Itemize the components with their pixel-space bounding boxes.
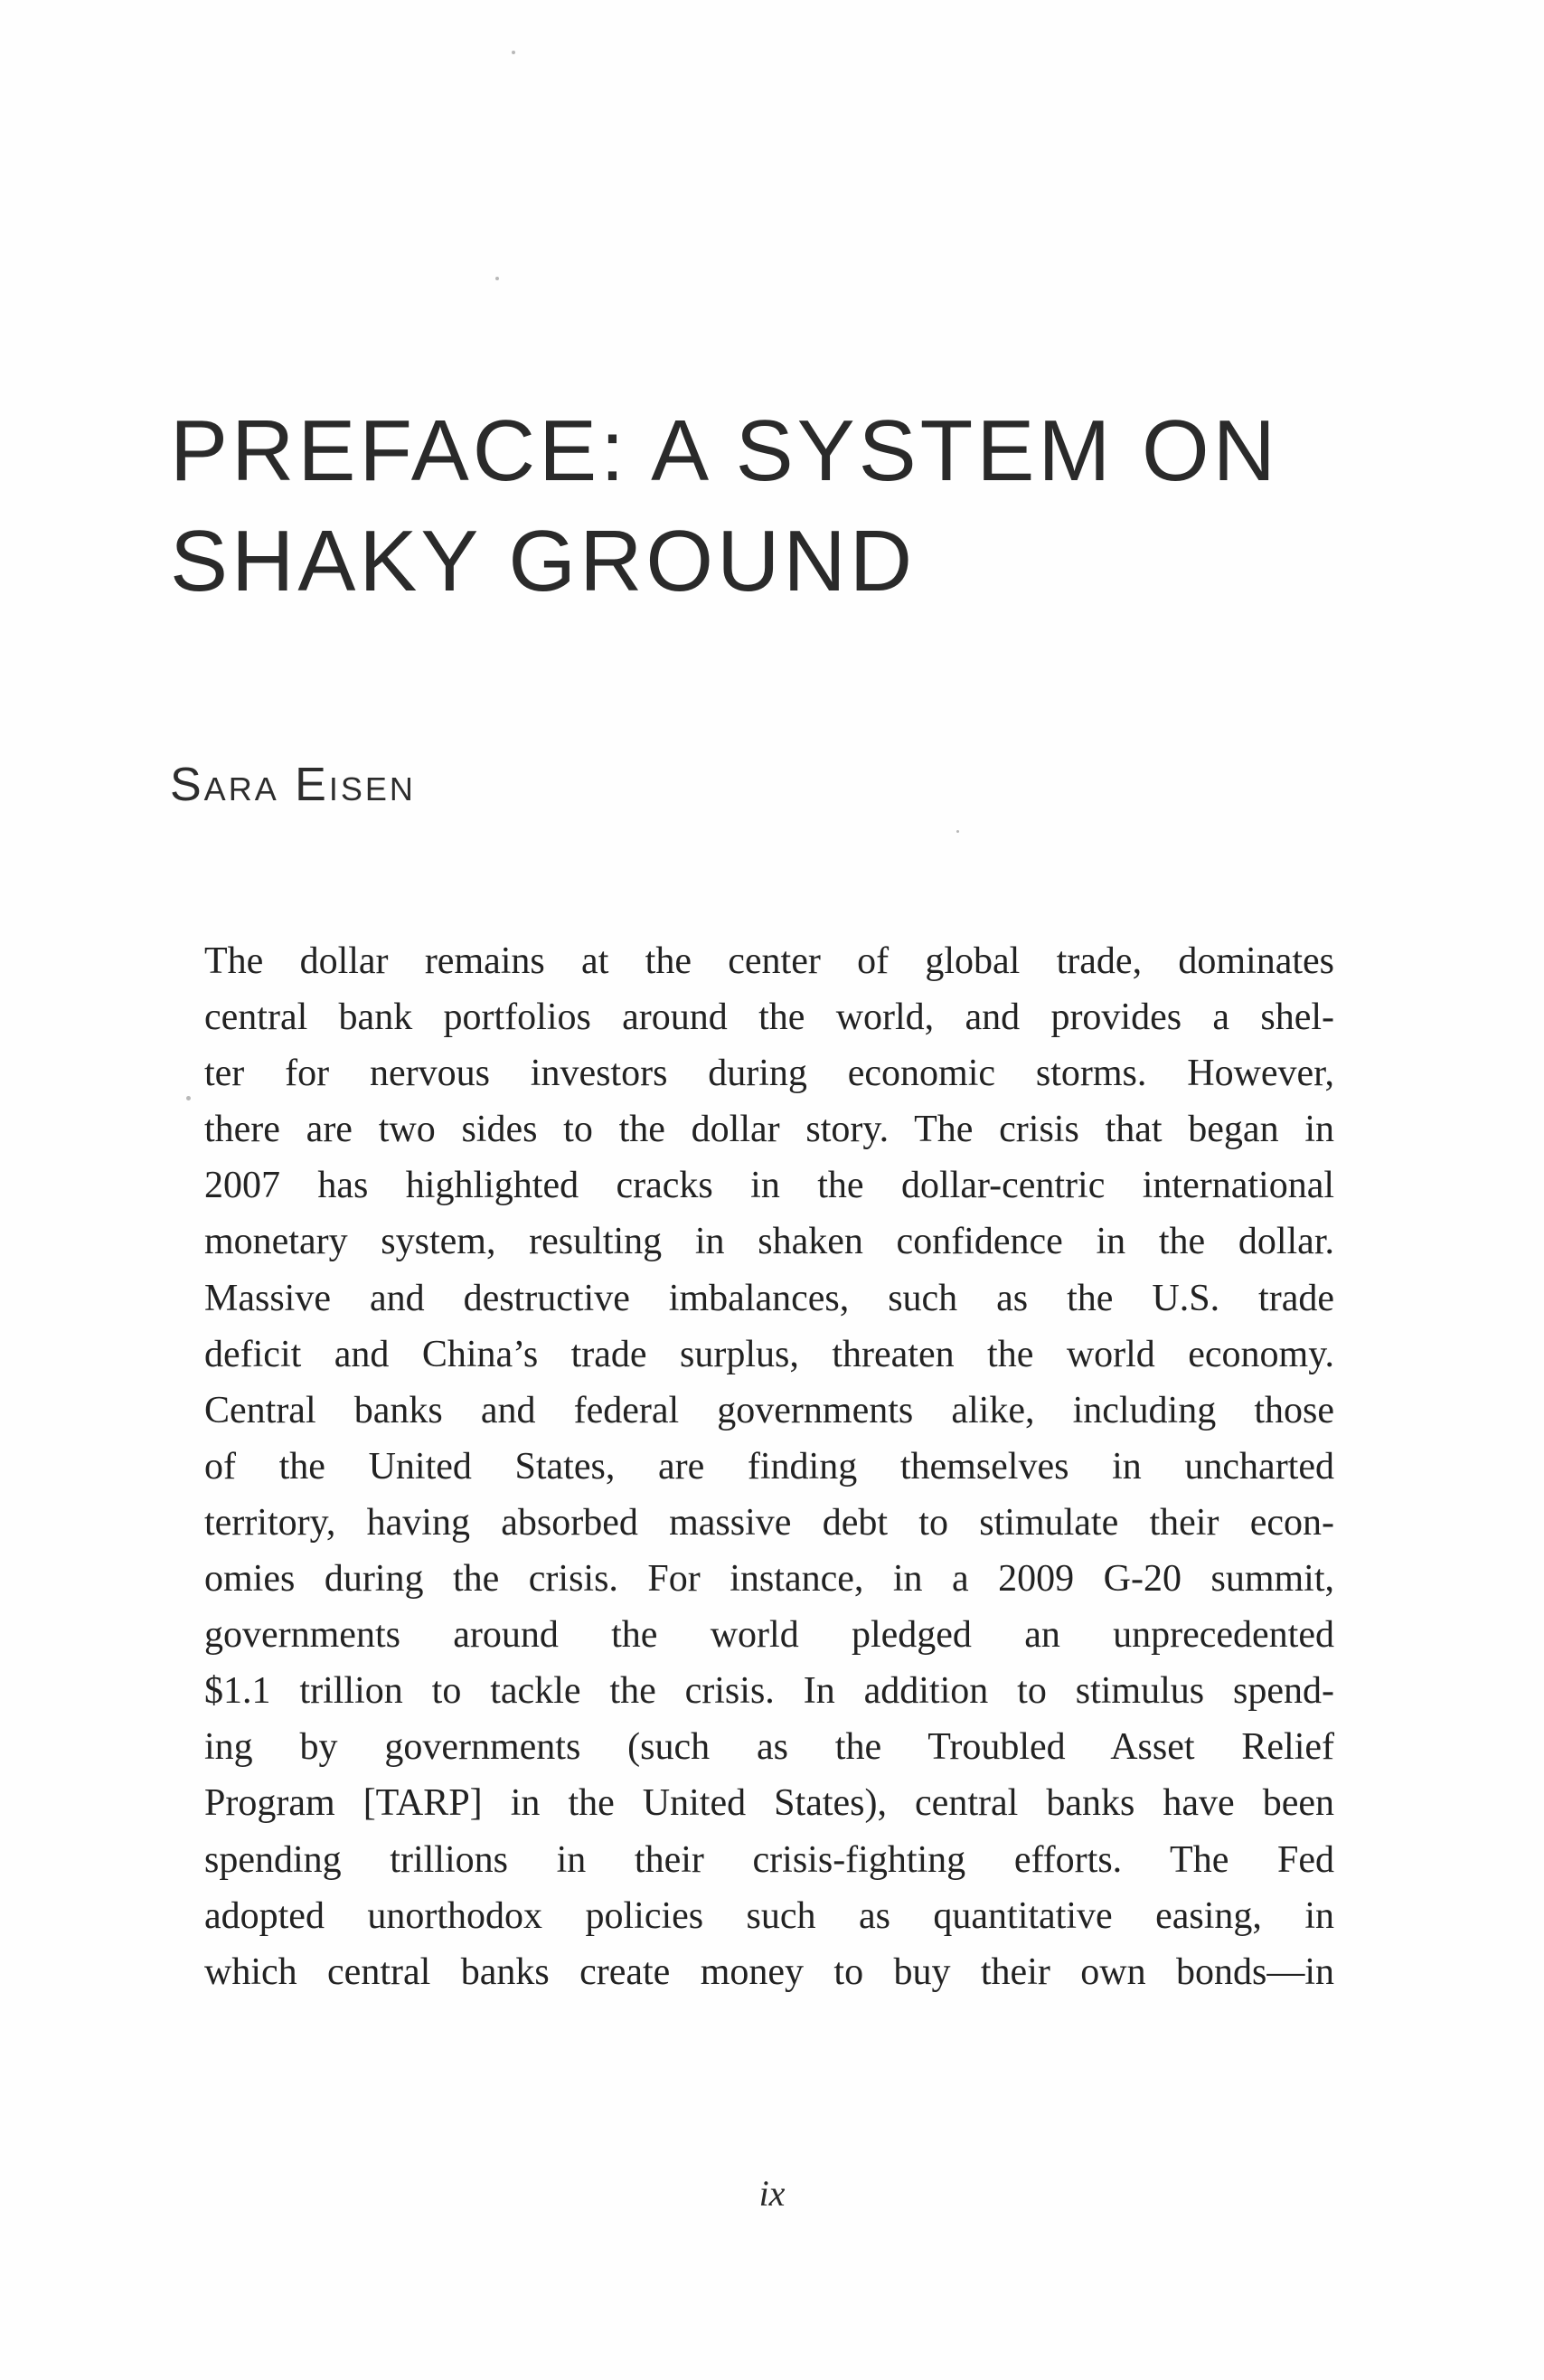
text-line: The dollar remains at the center of global trade, dominates (204, 940, 1334, 982)
text-line: ing by governments (such as the Troubled Asset Relief (204, 1726, 1334, 1769)
body-paragraph (204, 933, 1334, 2000)
scan-speck (512, 51, 515, 54)
text-line: adopted unorthodox policies such as quantitative easing, in (204, 1894, 1334, 1937)
text-line: monetary system, resulting in shaken confidence in the dollar. (204, 1221, 1334, 1263)
text-line: omies during the crisis. For instance, in a 2009 G-20 summit, (204, 1558, 1334, 1601)
text-line: 2007 has highlighted cracks in the dollar-centric international (204, 1165, 1334, 1207)
text-line: territory, having absorbed massive debt to stimulate their econ- (204, 1501, 1334, 1544)
text-line: which central banks create money to buy their own bonds—in (204, 1950, 1334, 1993)
text-line: there are two sides to the dollar story. The crisis that began in (204, 1109, 1334, 1151)
author-name: Sara Eisen (170, 759, 416, 811)
text-line: $1.1 trillion to tackle the crisis. In addition to stimulus spend- (204, 1670, 1334, 1713)
text-line: Central banks and federal governments alike, including those (204, 1389, 1334, 1431)
chapter-title-line-2: SHAKY GROUND (170, 513, 917, 609)
scan-speck (186, 1096, 191, 1100)
text-line: governments around the world pledged an unprecedented (204, 1614, 1334, 1657)
text-line: Program [TARP] in the United States), central banks have been (204, 1782, 1334, 1825)
text-line: deficit and China’s trade surplus, threaten the world economy. (204, 1333, 1334, 1375)
chapter-title-line-1: PREFACE: A SYSTEM ON (170, 402, 1279, 499)
text-line: ter for nervous investors during economic storms. However, (204, 1053, 1334, 1095)
page-number: ix (758, 2173, 786, 2214)
scan-speck (956, 830, 959, 833)
chapter-title (170, 396, 1345, 617)
text-line: Massive and destructive imbalances, such as the U.S. trade (204, 1277, 1334, 1319)
text-line: spending trillions in their crisis-fighting efforts. The Fed (204, 1838, 1334, 1881)
scan-speck (495, 277, 499, 280)
text-line: of the United States, are finding themselves in uncharted (204, 1445, 1334, 1488)
text-line: central bank portfolios around the world, and provides a shel- (204, 996, 1334, 1039)
